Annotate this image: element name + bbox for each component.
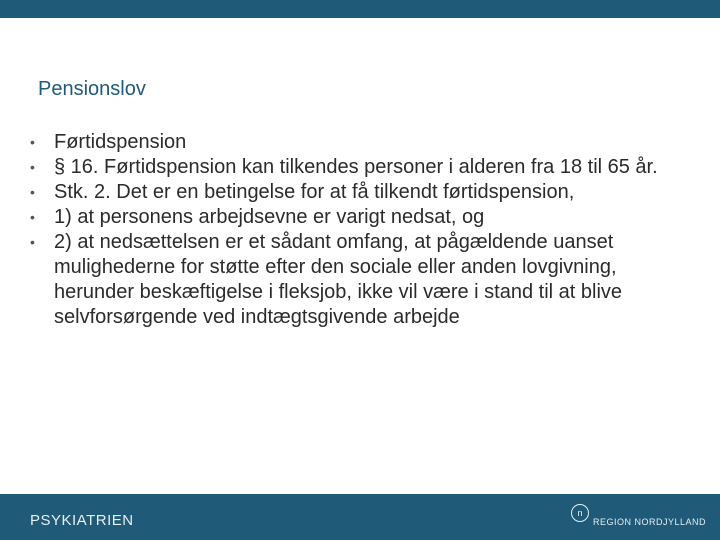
bullet-text: § 16. Førtidspension kan tilkendes personer i alderen fra 18 til 65 år. <box>54 156 658 178</box>
bullet-dot-icon: • <box>30 184 35 200</box>
bullet-text: Førtidspension <box>54 131 187 153</box>
footer-psykiatrien-text: PSYKIATRIEN <box>30 512 134 529</box>
bullet-item <box>28 130 688 155</box>
bullet-dot-icon: • <box>30 159 35 175</box>
bullet-item <box>28 205 688 230</box>
bullet-item <box>28 155 688 180</box>
bullet-text: Stk. 2. Det er en betingelse for at få tilkendt førtidspension, <box>54 181 575 203</box>
top-banner <box>0 0 720 18</box>
bullet-dot-icon: • <box>30 234 35 250</box>
slide-title: Pensionslov <box>38 78 146 100</box>
bullet-text: 2) at nedsættelsen er et sådant omfang, at pågældende uanset mulighederne for støtte efter den sociale eller anden lovgivning, herunder beskæftigelse i fleksjob, ikke vil være i stand til at blive selvforsørgende ved indtægtsgivende arbejde <box>54 231 623 328</box>
region-logo <box>571 504 706 530</box>
bullet-item <box>28 180 688 205</box>
bullet-list <box>28 130 688 330</box>
footer-bar <box>0 494 720 540</box>
bullet-text: 1) at personens arbejdsevne er varigt nedsat, og <box>54 206 485 228</box>
bullet-dot-icon: • <box>30 134 35 150</box>
region-name-text: REGION NORDJYLLAND <box>592 517 706 527</box>
bullet-item <box>28 230 688 330</box>
bullet-dot-icon: • <box>30 209 35 225</box>
region-logo-icon: n <box>571 504 589 522</box>
